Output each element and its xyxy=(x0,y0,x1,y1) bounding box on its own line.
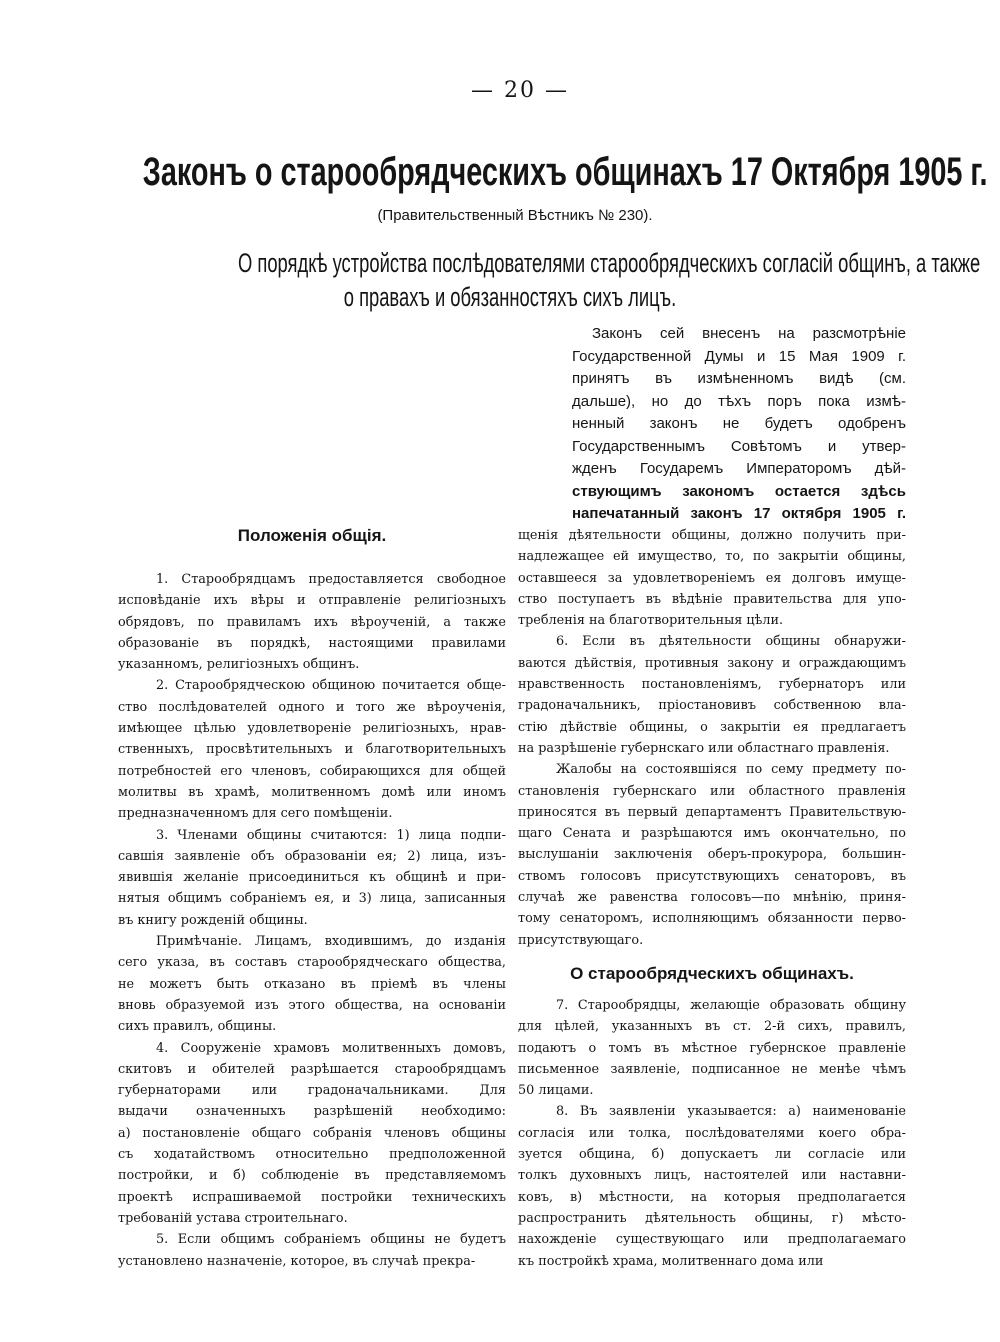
note-line: дальше), но до тѣхъ поръ пока измѣ- xyxy=(572,392,906,410)
text-line: щенія дѣятельности общины, должно получить при- xyxy=(518,528,906,543)
text-line: становленія губернскаго или областного правленія xyxy=(518,783,906,799)
note-line: ненный законъ не будетъ одобренъ xyxy=(572,415,906,432)
note-line: жденъ Государемъ Императоромъ дѣй- xyxy=(572,460,906,477)
text-line: не можетъ быть отказано въ пріемѣ въ члены xyxy=(118,976,506,992)
text-line: ковъ, в) мѣстности, на которыя предполагается xyxy=(518,1189,906,1205)
text-line: обрядовъ, по правиламъ ихъ вѣроученій, а также xyxy=(118,614,506,630)
text-line: требованій устава строительнаго. xyxy=(118,1210,348,1226)
left-column xyxy=(118,525,506,1272)
text-line: установлено назначеніе, которое, въ случаѣ прекра- xyxy=(118,1253,476,1269)
right-column-text-bottom xyxy=(518,995,906,1272)
text-line: тому сенаторомъ, исполняющимъ обязанности перво- xyxy=(518,911,906,927)
text-line: 1. Старообрядцамъ предоставляется свободное xyxy=(156,572,506,587)
text-line: подаютъ о томъ въ мѣстное губернское правленіе xyxy=(518,1040,906,1056)
text-line: зуется община, б) допускаетъ ли согласіе или xyxy=(518,1147,906,1163)
text-line: толкъ духовныхъ лицъ, настоятелей или наставни- xyxy=(518,1168,906,1184)
text-line: требленія на благотворительныя цѣли. xyxy=(518,613,784,629)
text-line: согласія или толка, послѣдователями коего обра- xyxy=(518,1125,906,1141)
text-line: ствомъ голосовъ присутствующихъ сенаторовъ, въ xyxy=(518,868,906,884)
text-line: ваются дѣйствія, противныя закону и ограждающимъ xyxy=(518,655,906,671)
note-line: принятъ въ измѣненномъ видѣ (см. xyxy=(572,370,906,387)
text-line: имѣющее цѣлью удовлетвореніе религіозныхъ, нрав- xyxy=(118,721,506,737)
text-line: щаго Сената и разрѣшаются имъ окончательно, по xyxy=(518,826,906,842)
note-line: Законъ сей внесенъ на разсмотрѣніе xyxy=(592,325,906,342)
text-line: стію дѣйствіе общины, о закрытіи ея предлагаетъ xyxy=(518,719,906,735)
text-line: постройки, и б) соблюденіе въ представляемомъ xyxy=(118,1168,506,1184)
text-line: въ книгу рожденій общины. xyxy=(118,912,308,928)
note-line: ствующимъ закономъ остается здѣсь xyxy=(572,482,906,500)
document-title: Законъ о старообрядческихъ общинахъ 17 Октября 1905 г. xyxy=(142,150,988,194)
text-line: 50 лицами. xyxy=(518,1083,594,1099)
text-line: 5. Если общимъ собраніемъ общины не будетъ xyxy=(156,1232,506,1248)
text-line: съ ходатайствомъ относительно предположенной xyxy=(118,1147,506,1163)
text-line: присутствующаго. xyxy=(518,932,644,948)
note-line: Государственной Думы и 15 Мая 1909 г. xyxy=(572,347,906,365)
text-line: къ постройкѣ храма, молитвеннаго дома или xyxy=(518,1253,824,1269)
text-line: распространить дѣятельность общины, г) мѣсто- xyxy=(518,1210,906,1226)
text-line: сихъ правилъ, общины. xyxy=(118,1019,277,1035)
text-line: савшія заявленіе объ образованіи ея; 2) лица, изъ- xyxy=(118,848,506,864)
text-line: Жалобы на состоявшіяся по сему предмету по- xyxy=(556,762,906,778)
text-line: губернаторами или градоначальниками. Для xyxy=(118,1083,506,1099)
text-line: Примѣчаніе. Лицамъ, входившимъ, до изданія xyxy=(156,934,506,950)
text-line: потребностей его членовъ, собирающихся для общей xyxy=(118,763,506,779)
text-line: явившія желаніе присоединиться къ общинѣ и при- xyxy=(118,870,506,886)
right-column xyxy=(518,525,906,1272)
text-line: надлежащее ей имущество, то, по закрытіи общины, xyxy=(518,549,906,565)
text-line: 2. Старообрядческою общиною почитается обще- xyxy=(156,678,506,694)
text-line: предназначенномъ для сего помѣщеніи. xyxy=(118,806,393,822)
text-line: приносятся въ первый департаментъ Правительствую- xyxy=(518,804,906,820)
law-heading-line: О порядкѣ устройства послѣдователями старообрядческихъ согласій общинъ, а также xyxy=(238,248,981,278)
note-line: Государственнымъ Совѣтомъ и утвер- xyxy=(572,437,906,455)
law-heading-line: о правахъ и обязанностяхъ сихъ лицъ. xyxy=(343,282,677,312)
text-line: на разрѣшеніе губернскаго или областнаго правленія. xyxy=(518,740,890,756)
text-line: 4. Сооруженіе храмовъ молитвенныхъ домовъ, xyxy=(156,1040,506,1056)
text-line: исповѣданіе ихъ вѣры и отправленіе религіозныхъ xyxy=(118,593,506,609)
section-title-general: Положенія общія. xyxy=(237,526,387,545)
left-column-text xyxy=(118,569,506,1272)
text-line: указанномъ, религіозныхъ общинъ. xyxy=(118,657,360,673)
text-line: образованіе въ порядкѣ, настоящими правилами xyxy=(118,635,506,651)
page-number: — 20 — xyxy=(471,78,569,103)
text-line: письменное заявленіе, подписанное не менѣе чѣмъ xyxy=(518,1061,906,1077)
text-line: выслушаніи заключенія оберъ-прокурора, большин- xyxy=(518,847,906,863)
text-line: оставшееся за удовлетвореніемъ ея долговъ имуще- xyxy=(518,570,906,586)
text-line: 8. Въ заявленіи указывается: а) наименованіе xyxy=(556,1104,906,1120)
text-line: выдачи означенныхъ разрѣшеній необходимо: xyxy=(118,1104,506,1120)
note-line: напечатанный законъ 17 октября 1905 г. xyxy=(572,505,906,522)
text-line: нравственность постановленіямъ, губернаторъ или xyxy=(518,677,906,693)
text-line: а) постановленіе общаго собранія членовъ общины xyxy=(118,1125,506,1141)
text-line: случаѣ же равенства голосовъ—по мнѣнію, приня- xyxy=(518,890,906,906)
text-line: для цѣлей, указанныхъ въ ст. 2-й сихъ, правилъ, xyxy=(518,1019,906,1035)
text-line: вновь образуемой изъ этого общества, на основаніи xyxy=(118,997,506,1013)
text-line: сего указа, въ составъ старообрядческаго общества, xyxy=(118,955,506,971)
text-line: скитовъ и обителей разрѣшается старообрядцамъ xyxy=(118,1061,506,1077)
text-line: ственныхъ, просвѣтительныхъ и благотворительныхъ xyxy=(118,742,506,758)
right-column-text-top xyxy=(518,525,906,951)
law-heading xyxy=(110,246,981,314)
text-line: 6. Если въ дѣятельности общины обнаружи- xyxy=(556,634,906,650)
document-subtitle: (Правительственный Вѣстникъ № 230). xyxy=(377,207,653,224)
text-line: ство поступаетъ въ вѣдѣніе правительства для упо- xyxy=(518,591,906,607)
text-line: нахожденіе существующаго или предполагаемаго xyxy=(518,1232,906,1248)
text-line: градоначальникъ, пріостановивъ собственною вла- xyxy=(518,698,906,714)
text-line: ство послѣдователей одного и того же вѣроученія, xyxy=(118,699,506,715)
editorial-note xyxy=(572,323,906,526)
text-line: молитвы въ храмѣ, молитвенномъ домѣ или иномъ xyxy=(118,784,506,800)
text-line: проектѣ испрашиваемой постройки техническихъ xyxy=(118,1189,506,1205)
text-line: нятыя общимъ собраніемъ ея, и 3) лица, записанныя xyxy=(118,891,506,907)
section-title-communities: О старообрядческихъ общинахъ. xyxy=(570,963,854,983)
text-line: 3. Членами общины считаются: 1) лица подпи- xyxy=(156,827,506,843)
text-line: 7. Старообрядцы, желающіе образовать общину xyxy=(556,997,906,1013)
